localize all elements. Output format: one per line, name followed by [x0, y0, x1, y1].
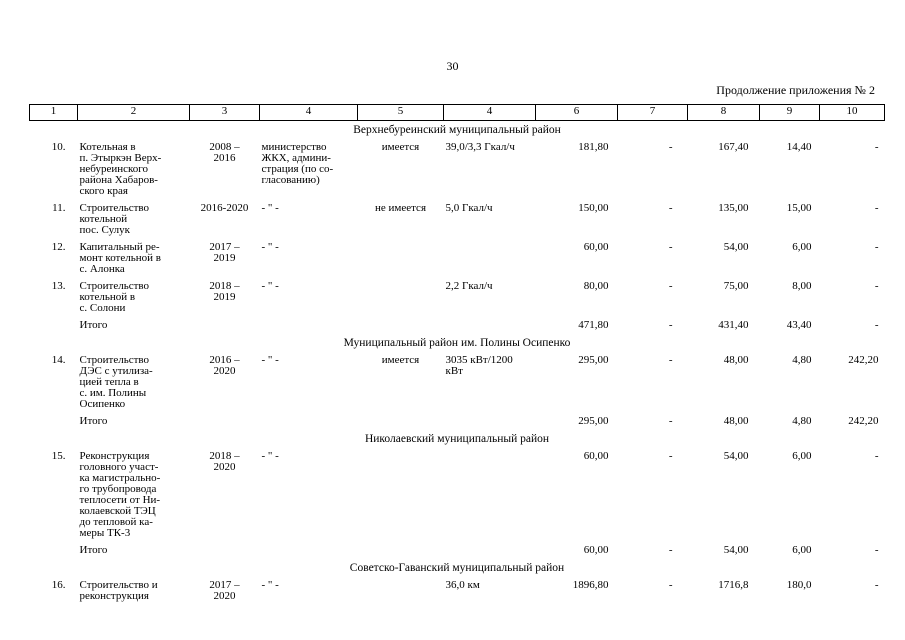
column-7-value: -: [668, 202, 673, 214]
row-number: 13.: [51, 280, 66, 292]
column-8-value: 54,00: [723, 450, 749, 462]
total-cost: 1896,80: [572, 579, 609, 591]
executor: - " -: [261, 450, 279, 462]
column-number: 8: [688, 105, 760, 121]
column-7-value: -: [668, 280, 673, 292]
row-number: 12.: [51, 241, 66, 253]
column-10-value: -: [874, 202, 879, 214]
column-9-value: 6,00: [792, 241, 812, 253]
executor: - " -: [261, 354, 279, 366]
row-number: 10.: [51, 141, 66, 153]
column-8-value: 48,00: [723, 415, 749, 427]
spacer-cell: [190, 542, 260, 559]
total-cost: 181,80: [578, 141, 609, 153]
column-number: 6: [536, 105, 618, 121]
capacity: [444, 239, 536, 278]
column-7-value: -: [668, 450, 673, 462]
capacity: 3035 кВт/1200 кВт: [445, 354, 513, 377]
table-row: [30, 139, 885, 200]
documentation-status: [358, 278, 444, 317]
column-7-value: -: [668, 319, 673, 331]
column-10-value: -: [874, 544, 879, 556]
executor: - " -: [261, 280, 279, 292]
spacer-cell: [444, 542, 536, 559]
column-10-value: -: [874, 579, 879, 591]
spacer-cell: [260, 317, 358, 334]
column-number: 1: [30, 105, 78, 121]
row-number: 16.: [51, 579, 66, 591]
column-9-value: 15,00: [786, 202, 812, 214]
documentation-status: имеется: [381, 141, 420, 153]
implementation-period: 2016-2020: [200, 202, 249, 214]
object-name: Котельная в п. Этыркэн Верх- небуреинского района Хабаров- ского края: [79, 141, 162, 197]
column-9-value: 6,00: [792, 544, 812, 556]
district-section-header: [30, 559, 885, 577]
total-row: [30, 413, 885, 430]
implementation-period: 2018 – 2020: [209, 450, 240, 473]
object-name: Строительство ДЭС с утилиза- цией тепла в с. им. Полины Осипенко: [79, 354, 153, 410]
executor: - " -: [261, 579, 279, 591]
total-label: Итого: [79, 544, 108, 556]
spacer-cell: [30, 413, 78, 430]
spacer-cell: [358, 317, 444, 334]
column-number-row: [30, 105, 885, 121]
executor: - " -: [261, 202, 279, 214]
column-number: 4: [444, 105, 536, 121]
object-name: Капитальный ре- монт котельной в с. Алонка: [79, 241, 161, 275]
continuation-title: Продолжение приложения № 2: [716, 83, 875, 97]
column-number: 10: [820, 105, 885, 121]
row-number: 11.: [52, 202, 66, 214]
column-10-value: -: [874, 241, 879, 253]
table-row: [30, 448, 885, 542]
spacer-cell: [260, 542, 358, 559]
implementation-period: 2018 – 2019: [209, 280, 240, 303]
column-8-value: 54,00: [723, 241, 749, 253]
row-number: 15.: [51, 450, 66, 462]
column-8-value: 1716,8: [718, 579, 749, 591]
district-title: Николаевский муниципальный район: [364, 433, 550, 445]
column-7-value: -: [668, 141, 673, 153]
total-label: Итого: [79, 319, 108, 331]
column-10-value: -: [874, 280, 879, 292]
column-8-value: 135,00: [718, 202, 749, 214]
total-cost: 60,00: [583, 450, 609, 462]
column-7-value: -: [668, 544, 673, 556]
capacity: [444, 448, 536, 542]
documentation-status: [358, 448, 444, 542]
total-cost: 80,00: [583, 280, 609, 292]
district-title: Муниципальный район им. Полины Осипенко: [343, 337, 571, 349]
district-title: Верхнебуреинский муниципальный район: [353, 124, 561, 136]
column-7-value: -: [668, 354, 673, 366]
spacer-cell: [30, 317, 78, 334]
column-10-value: -: [874, 450, 879, 462]
column-8-value: 167,40: [718, 141, 749, 153]
executor: - " -: [261, 241, 279, 253]
capacity: 36,0 км: [445, 579, 480, 591]
column-7-value: -: [668, 415, 673, 427]
total-cost: 295,00: [578, 415, 609, 427]
column-number: 5: [358, 105, 444, 121]
column-10-value: 242,20: [848, 354, 879, 366]
table-row: [30, 577, 885, 605]
object-name: Строительство котельной пос. Сулук: [79, 202, 150, 236]
spacer-cell: [358, 413, 444, 430]
column-9-value: 4,80: [792, 415, 812, 427]
column-number: 2: [78, 105, 190, 121]
column-10-value: -: [874, 141, 879, 153]
table-row: [30, 352, 885, 413]
object-name: Реконструкция головного участ- ка магистрально- го трубопровода теплосети от Ни- колаевской ТЭЦ до тепловой ка- меры ТК-3: [79, 450, 161, 539]
column-7-value: -: [668, 241, 673, 253]
implementation-period: 2008 – 2016: [209, 141, 240, 164]
column-9-value: 6,00: [792, 450, 812, 462]
column-8-value: 75,00: [723, 280, 749, 292]
district-title: Советско-Гаванский муниципальный район: [349, 562, 565, 574]
table-row: [30, 200, 885, 239]
documentation-status: не имеется: [374, 202, 426, 214]
total-cost: 60,00: [583, 544, 609, 556]
capacity: 39,0/3,3 Гкал/ч: [445, 141, 515, 153]
page-number: 30: [446, 59, 459, 73]
spacer-cell: [260, 413, 358, 430]
column-8-value: 54,00: [723, 544, 749, 556]
district-section-header: [30, 334, 885, 352]
total-cost: 471,80: [578, 319, 609, 331]
total-cost: 295,00: [578, 354, 609, 366]
executor: министерство ЖКХ, админи- страция (по со- гласованию): [261, 141, 334, 186]
object-name: Строительство и реконструкция: [79, 579, 158, 602]
column-9-value: 14,40: [786, 141, 812, 153]
spacer-cell: [444, 413, 536, 430]
spacer-cell: [190, 317, 260, 334]
column-10-value: 242,20: [848, 415, 879, 427]
total-row: [30, 542, 885, 559]
spacer-cell: [30, 542, 78, 559]
object-name: Строительство котельной в с. Солони: [79, 280, 150, 314]
column-9-value: 180,0: [786, 579, 812, 591]
total-cost: 60,00: [583, 241, 609, 253]
spacer-cell: [358, 542, 444, 559]
implementation-period: 2017 – 2019: [209, 241, 240, 264]
column-9-value: 43,40: [786, 319, 812, 331]
spacer-cell: [444, 317, 536, 334]
column-8-value: 48,00: [723, 354, 749, 366]
column-9-value: 8,00: [792, 280, 812, 292]
implementation-period: 2016 – 2020: [209, 354, 240, 377]
column-number: 3: [190, 105, 260, 121]
table-row: [30, 278, 885, 317]
total-label: Итого: [79, 415, 108, 427]
documentation-status: имеется: [381, 354, 420, 366]
total-cost: 150,00: [578, 202, 609, 214]
table-row: [30, 239, 885, 278]
row-number: 14.: [51, 354, 66, 366]
column-10-value: -: [874, 319, 879, 331]
column-number: 4: [260, 105, 358, 121]
district-section-header: [30, 121, 885, 140]
column-number: 9: [760, 105, 820, 121]
documentation-status: [358, 577, 444, 605]
total-row: [30, 317, 885, 334]
column-number: 7: [618, 105, 688, 121]
spacer-cell: [190, 413, 260, 430]
district-section-header: [30, 430, 885, 448]
column-9-value: 4,80: [792, 354, 812, 366]
appendix-table: [29, 104, 885, 605]
capacity: 2,2 Гкал/ч: [445, 280, 493, 292]
implementation-period: 2017 – 2020: [209, 579, 240, 602]
column-7-value: -: [668, 579, 673, 591]
capacity: 5,0 Гкал/ч: [445, 202, 493, 214]
documentation-status: [358, 239, 444, 278]
column-8-value: 431,40: [718, 319, 749, 331]
